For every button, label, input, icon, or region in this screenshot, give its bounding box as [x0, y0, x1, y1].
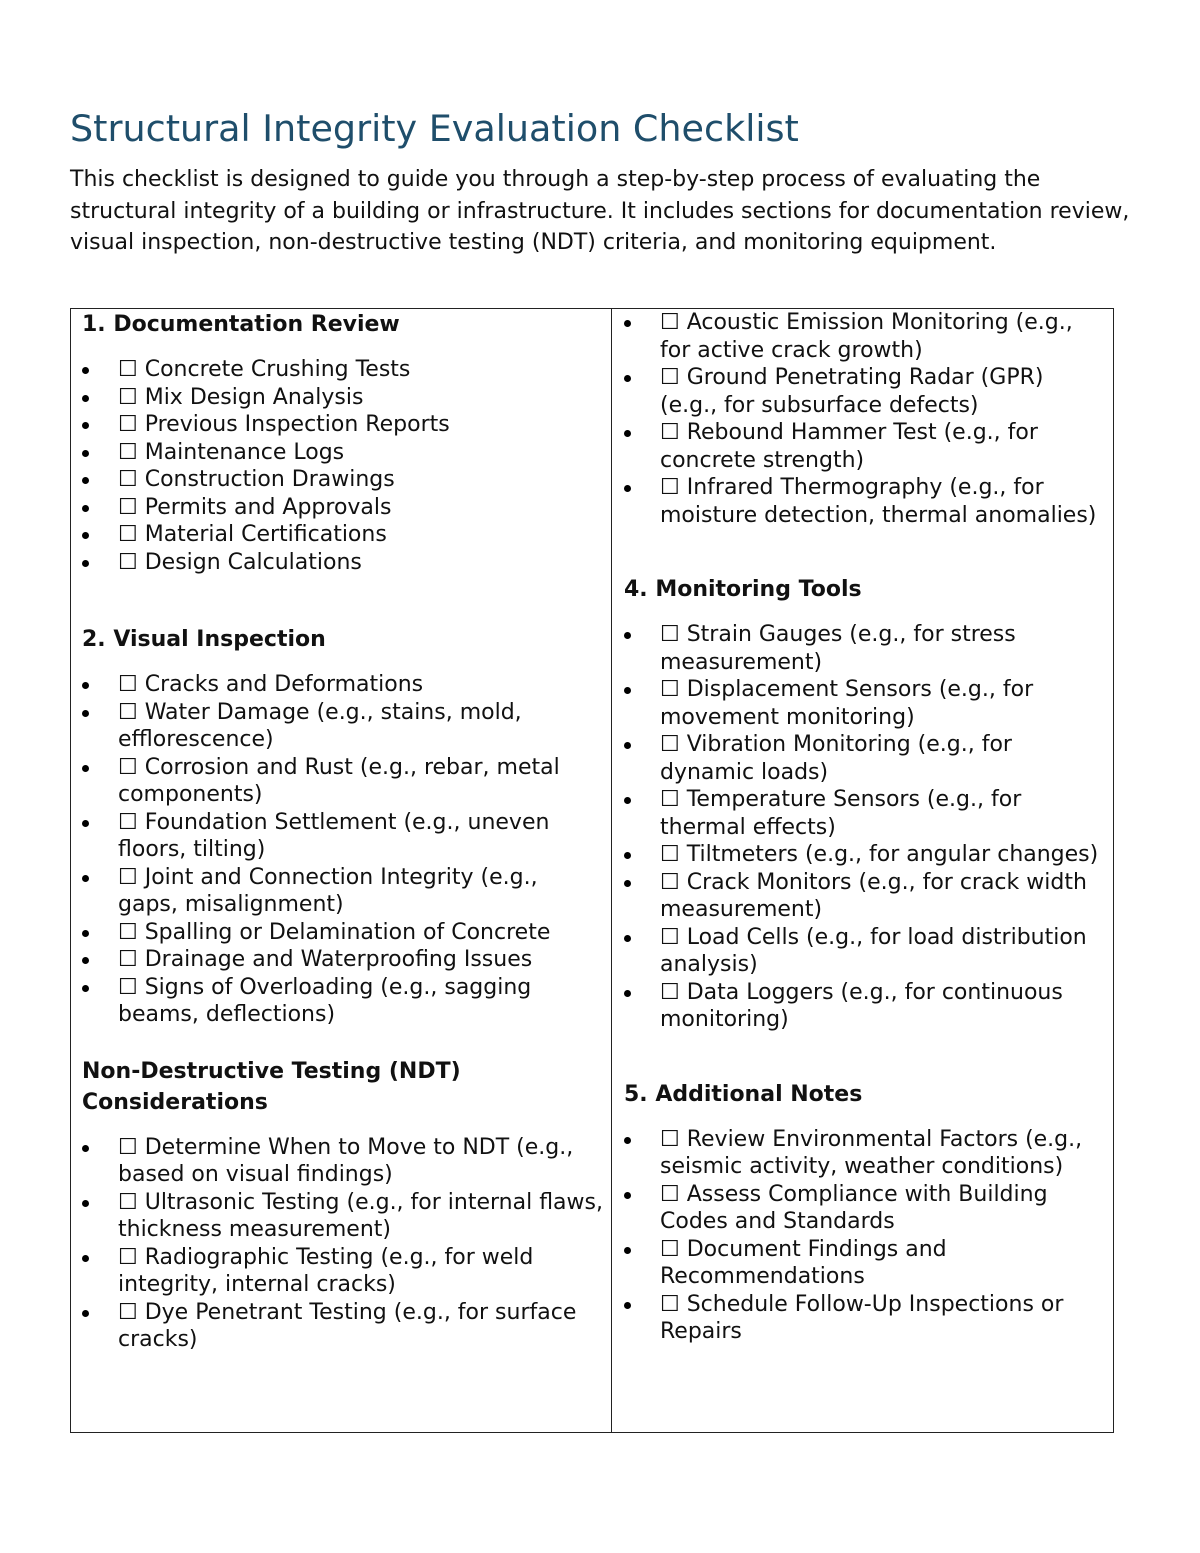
- bullet-icon: [82, 985, 89, 992]
- checklist-item: [624, 676, 1105, 731]
- checklist-item-text: ☐ Corrosion and Rust (e.g., rebar, metal components): [118, 754, 560, 807]
- bullet-icon: [82, 560, 89, 567]
- checklist-item: [82, 864, 603, 919]
- checklist-item-text: ☐ Joint and Connection Integrity (e.g., gaps, misalignment): [118, 864, 538, 917]
- bullet-icon: [82, 422, 89, 429]
- bullet-icon: [82, 477, 89, 484]
- bullet-icon: [624, 632, 631, 639]
- checklist-item: [82, 439, 603, 467]
- checklist-item: [82, 809, 603, 864]
- bullet-icon: [624, 375, 631, 382]
- checklist-item-text: ☐ Temperature Sensors (e.g., for thermal effects): [660, 787, 1022, 840]
- checklist-item-text: ☐ Signs of Overloading (e.g., sagging beams, deflections): [118, 974, 532, 1027]
- checklist-item-text: ☐ Load Cells (e.g., for load distribution analysis): [660, 924, 1087, 977]
- checklist-item-text: ☐ Ground Penetrating Radar (GPR) (e.g., for subsurface defects): [660, 365, 1044, 418]
- checklist-item-text: ☐ Previous Inspection Reports: [118, 412, 450, 437]
- notes-list: [624, 1126, 1105, 1346]
- bullet-icon: [82, 1145, 89, 1152]
- bullet-icon: [82, 1255, 89, 1262]
- checklist-item: [82, 1134, 603, 1189]
- bullet-icon: [624, 990, 631, 997]
- checklist-item-text: ☐ Permits and Approvals: [118, 494, 392, 520]
- visual-list: [82, 671, 603, 1029]
- checklist-item: [82, 671, 603, 699]
- checklist-item-text: ☐ Tiltmeters (e.g., for angular changes): [660, 842, 1099, 867]
- checklist-item: [82, 1244, 603, 1299]
- checklist-item-text: ☐ Schedule Follow-Up Inspections or Repairs: [660, 1291, 1064, 1344]
- bullet-icon: [82, 820, 89, 827]
- checklist-item-text: ☐ Ultrasonic Testing (e.g., for internal flaws, thickness measurement): [118, 1189, 603, 1242]
- checklist-item: [624, 1181, 1105, 1236]
- checklist-item-text: ☐ Radiographic Testing (e.g., for weld integrity, internal cracks): [118, 1244, 534, 1297]
- checklist-item-text: ☐ Document Findings and Recommendations: [660, 1236, 947, 1289]
- bullet-icon: [82, 957, 89, 964]
- bullet-icon: [82, 930, 89, 937]
- monitoring-list: [624, 621, 1105, 1034]
- checklist-item-text: ☐ Cracks and Deformations: [118, 672, 424, 697]
- checklist-item-text: ☐ Foundation Settlement (e.g., uneven floors, tilting): [118, 809, 550, 862]
- bullet-icon: [82, 505, 89, 512]
- checklist-item: [624, 309, 1105, 364]
- checklist-item-text: ☐ Displacement Sensors (e.g., for movement monitoring): [660, 677, 1034, 730]
- bullet-icon: [624, 742, 631, 749]
- right-column: [612, 309, 1113, 1432]
- bullet-icon: [624, 1302, 631, 1309]
- bullet-icon: [624, 1247, 631, 1254]
- left-column: [71, 309, 612, 1432]
- bullet-icon: [82, 1310, 89, 1317]
- checklist-item-text: ☐ Mix Design Analysis: [118, 384, 364, 410]
- checklist-item-text: ☐ Rebound Hammer Test (e.g., for concrete strength): [660, 420, 1038, 473]
- checklist-item-text: ☐ Concrete Crushing Tests: [118, 357, 411, 382]
- bullet-icon: [624, 852, 631, 859]
- bullet-icon: [82, 450, 89, 457]
- checklist-item: [624, 419, 1105, 474]
- bullet-icon: [624, 485, 631, 492]
- section-heading-visual: 2. Visual Inspection: [82, 627, 326, 652]
- bullet-icon: [82, 367, 89, 374]
- checklist-item: [82, 384, 603, 412]
- checklist-item: [624, 731, 1105, 786]
- checklist-item-text: ☐ Material Certifications: [118, 522, 387, 547]
- checklist-item: [82, 466, 603, 494]
- bullet-icon: [82, 765, 89, 772]
- bullet-icon: [624, 880, 631, 887]
- checklist-item: [624, 979, 1105, 1034]
- checklist-item: [624, 924, 1105, 979]
- checklist-item-text: ☐ Dye Penetrant Testing (e.g., for surface cracks): [118, 1299, 577, 1352]
- bullet-icon: [82, 532, 89, 539]
- section-heading-notes: 5. Additional Notes: [624, 1081, 863, 1107]
- bullet-icon: [624, 797, 631, 804]
- section-heading-monitoring: 4. Monitoring Tools: [624, 577, 862, 602]
- checklist-item: [82, 521, 603, 549]
- checklist-item: [82, 919, 603, 947]
- intro-paragraph: This checklist is designed to guide you through a step-by-step process of evaluating the structural integrity of a building or infrastructure. It includes sections for documentation review, visual inspection, non-destructive testing (NDT) criteria, and monitoring equipment.: [70, 167, 1130, 255]
- checklist-item: [624, 474, 1105, 529]
- checklist-item-text: ☐ Vibration Monitoring (e.g., for dynamic loads): [660, 732, 1012, 785]
- bullet-icon: [82, 1200, 89, 1207]
- checklist-item: [82, 549, 603, 577]
- checklist-item: [82, 1189, 603, 1244]
- checklist-item-text: ☐ Construction Drawings: [118, 467, 395, 492]
- checklist-item: [624, 621, 1105, 676]
- checklist-item: [624, 869, 1105, 924]
- checklist-item-text: ☐ Drainage and Waterproofing Issues: [118, 947, 533, 972]
- section-heading-documentation: 1. Documentation Review: [82, 312, 400, 337]
- checklist-item: [624, 1291, 1105, 1346]
- bullet-icon: [624, 430, 631, 437]
- checklist-item-text: ☐ Spalling or Delamination of Concrete: [118, 919, 551, 945]
- checklist-item: [624, 1236, 1105, 1291]
- checklist-item-text: ☐ Strain Gauges (e.g., for stress measurement): [660, 622, 1016, 675]
- bullet-icon: [624, 935, 631, 942]
- bullet-icon: [82, 875, 89, 882]
- checklist-item-text: ☐ Maintenance Logs: [118, 439, 345, 465]
- checklist-item-text: ☐ Assess Compliance with Building Codes and Standards: [660, 1181, 1048, 1234]
- checklist-item: [82, 356, 603, 384]
- bullet-icon: [82, 395, 89, 402]
- bullet-icon: [624, 687, 631, 694]
- checklist-item-text: ☐ Determine When to Move to NDT (e.g., based on visual findings): [118, 1134, 574, 1187]
- checklist-item-text: ☐ Data Loggers (e.g., for continuous monitoring): [660, 979, 1063, 1032]
- ndt-continued-list: [624, 309, 1105, 529]
- bullet-icon: [624, 320, 631, 327]
- checklist-item: [82, 494, 603, 522]
- bullet-icon: [624, 1192, 631, 1199]
- bullet-icon: [624, 1137, 631, 1144]
- checklist-item: [624, 841, 1105, 869]
- checklist-item: [82, 699, 603, 754]
- page-title: Structural Integrity Evaluation Checklist: [70, 107, 799, 150]
- checklist-item-text: ☐ Infrared Thermography (e.g., for moisture detection, thermal anomalies): [660, 475, 1097, 528]
- checklist-item: [624, 786, 1105, 841]
- checklist-item: [624, 1126, 1105, 1181]
- checklist-item-text: ☐ Water Damage (e.g., stains, mold, efflorescence): [118, 699, 522, 752]
- checklist-item: [624, 364, 1105, 419]
- checklist-item-text: ☐ Design Calculations: [118, 549, 362, 575]
- bullet-icon: [82, 710, 89, 717]
- section-heading-ndt: Non-Destructive Testing (NDT) Considerations: [82, 1058, 461, 1115]
- checklist-item-text: ☐ Review Environmental Factors (e.g., seismic activity, weather conditions): [660, 1126, 1083, 1179]
- checklist-item: [82, 974, 603, 1029]
- checklist-item: [82, 411, 603, 439]
- documentation-list: [82, 356, 603, 576]
- ndt-list: [82, 1134, 603, 1354]
- checklist-item-text: ☐ Acoustic Emission Monitoring (e.g., for active crack growth): [660, 310, 1073, 363]
- checklist-item: [82, 754, 603, 809]
- checklist-table: [70, 308, 1114, 1433]
- checklist-item: [82, 1299, 603, 1354]
- checklist-item-text: ☐ Crack Monitors (e.g., for crack width measurement): [660, 869, 1087, 922]
- bullet-icon: [82, 682, 89, 689]
- checklist-item: [82, 946, 603, 974]
